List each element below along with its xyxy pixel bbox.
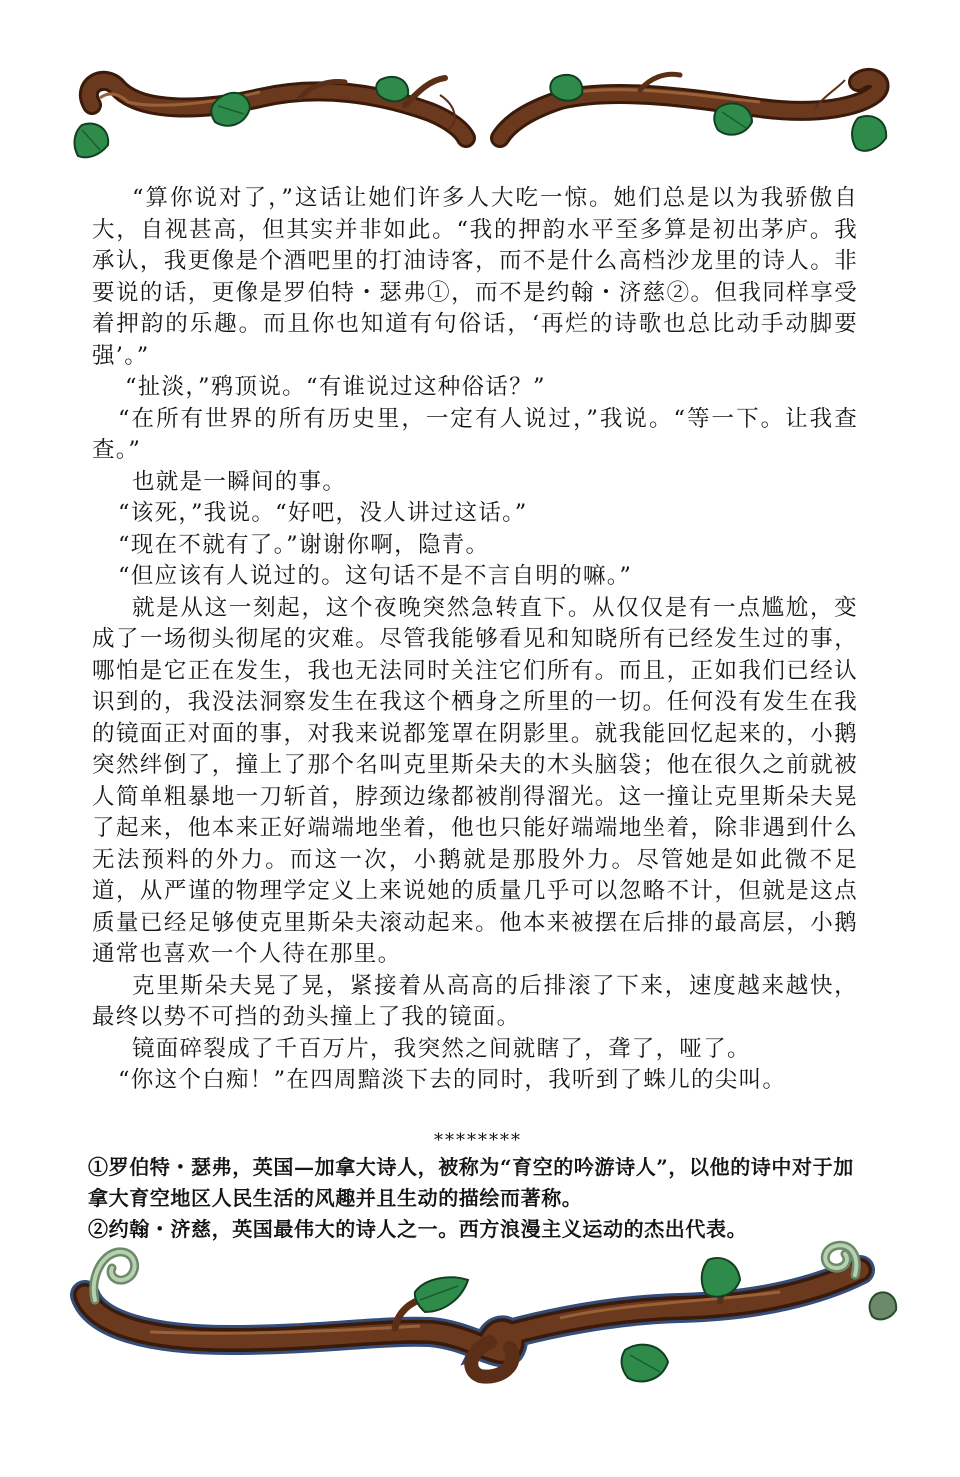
leaf-icon [550, 75, 582, 101]
bottom-vine-decoration [0, 1240, 960, 1420]
paragraph: 也就是一瞬间的事。 [132, 468, 347, 495]
leaf-icon [75, 124, 109, 158]
leaf-icon [376, 77, 408, 101]
paragraph: “在所有世界的所有历史里，一定有人说过，”我说。“等一下。让我查查。” [92, 405, 858, 463]
separator: ******** [434, 1130, 522, 1151]
footnotes [88, 1130, 868, 1245]
leaf-icon [714, 103, 752, 134]
paragraph: 镜面碎裂成了千百万片，我突然之间就瞎了，聋了，哑了。 [132, 1035, 751, 1062]
curl-tendril-icon [825, 1245, 856, 1275]
leaf-icon [852, 116, 886, 151]
paragraph: “扯淡，”鸦顶说。“有谁说过这种俗话？” [125, 374, 546, 400]
leaf-icon [415, 1277, 468, 1312]
bottom-vine-branch [85, 1270, 860, 1377]
footnote: ①罗伯特・瑟弗，英国—加拿大诗人，被称为“育空的吟游诗人”，以他的诗中对于加拿大育空地区人民生活的风趣并且生动的描绘而著称。 [88, 1155, 854, 1210]
paragraph: “但应该有人说过的。这句话不是不言自明的嘛。” [118, 563, 633, 589]
paragraph: 就是从这一刻起，这个夜晚突然急转直下。从仅仅是有一点尴尬，变成了一场彻头彻尾的灾难。尽管我能够看见和知晓所有已经发生过的事，哪怕是它正在发生，我也无法同时关注它们所有。而且，正如我们已经认识到的，我没法洞察发生在我这个栖身之所里的一切。任何没有发生在我的镜面正对面的事，对我来说都笼罩在阴影里。就我能回忆起来的，小鹅突然绊倒了，撞上了那个名叫克里斯朵夫的木头脑袋；他在很久之前就被人简单粗暴地一刀斩首，脖颈边缘都被削得溜光。这一撞让克里斯朵夫晃了起来，他本来正好端端地坐着，他也只能好端端地坐着，除非遇到什么无法预料的外力。而这一次，小鹅就是那股外力。尽管她是如此微不足道，从严谨的物理学定义上来说她的质量几乎可以忽略不计，但就是这点质量已经足够使克里斯朵夫滚动起来。他本来被摆在后排的最高层，小鹅通常也喜欢一个人待在那里。 [92, 594, 858, 967]
leaf-icon [702, 1258, 740, 1297]
paragraph: 克里斯朵夫晃了晃，紧接着从高高的后排滚了下来，速度越来越快，最终以势不可挡的劲头撞上了我的镜面。 [92, 972, 858, 1030]
story-text [92, 183, 858, 1097]
paragraph: “你这个白痴！”在四周黯淡下去的同时，我听到了蛛儿的尖叫。 [118, 1067, 787, 1093]
leaf-icon [622, 1345, 668, 1382]
paragraph: “该死，”我说。“好吧，没人讲过这话。” [118, 500, 528, 526]
paragraph: “算你说对了，”这话让她们许多人大吃一惊。她们总是以为我骄傲自大，自视甚高，但其实并非如此。“我的押韵水平至多算是初出茅庐。我承认，我更像是个酒吧里的打油诗客，而不是什么高档沙龙里的诗人。非要说的话，更像是罗伯特・瑟弗①，而不是约翰・济慈②。但我同样享受着押韵的乐趣。而且你也知道有句俗话，‘再烂的诗歌也总比动手动脚要强’。” [92, 185, 858, 369]
paragraph: “现在不就有了。”谢谢你啊，隐青。 [118, 531, 490, 558]
footnote: ②约翰・济慈，英国最伟大的诗人之一。西方浪漫主义运动的杰出代表。 [88, 1217, 748, 1241]
top-vine-decoration [0, 50, 960, 170]
left-vine-branch [89, 78, 466, 138]
leaf-icon [870, 1292, 897, 1319]
